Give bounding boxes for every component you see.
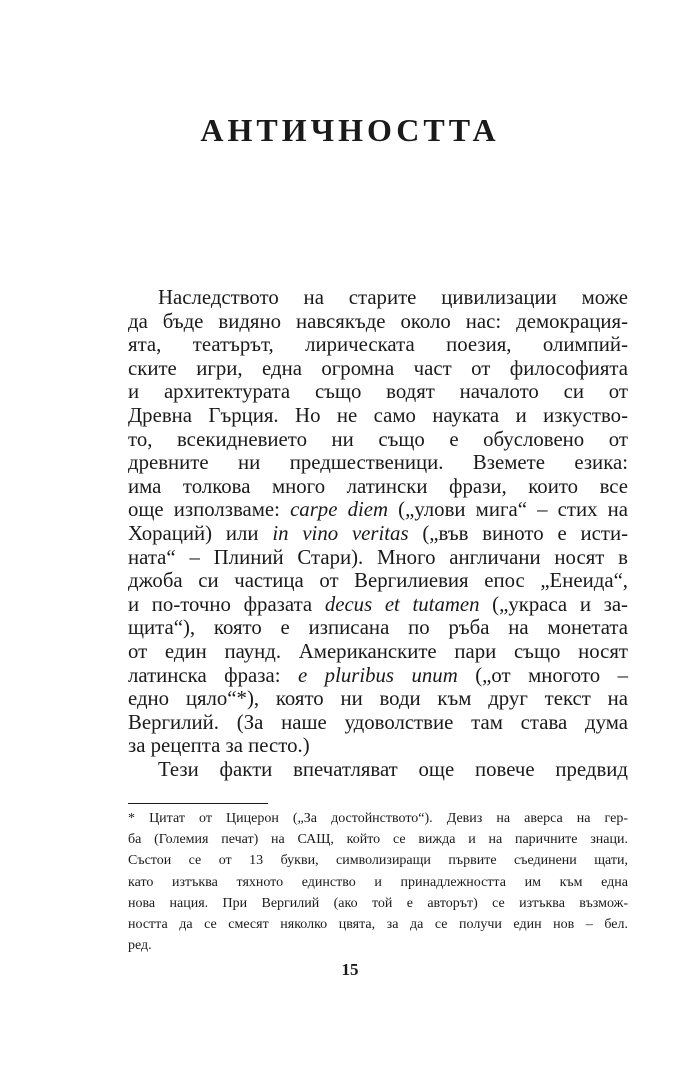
text-run: („във виното е исти-	[408, 521, 628, 545]
body-line: от един паунд. Американските пари също носят	[128, 639, 628, 663]
body-line: да бъде видяно навсякъде около нас: демокрация-	[128, 309, 628, 333]
latin-phrase: decus et tutamen	[324, 592, 480, 616]
body-line: Вергилий. (За наше удоволствие там става дума	[128, 710, 628, 734]
text-run: Хораций) или	[128, 521, 273, 545]
chapter-title: АНТИЧНОСТТА	[200, 112, 500, 148]
body-line	[128, 498, 628, 522]
latin-phrase: e pluribus unum	[297, 663, 458, 687]
body-line	[128, 593, 628, 617]
text-run: („от многото –	[457, 663, 628, 687]
footnote-line: ред.	[128, 938, 152, 954]
footnote-line: Състои се от 13 букви, символизиращи първите съединени щати,	[128, 853, 628, 869]
body-line: Тези факти впечатляват още повече предвид	[158, 757, 628, 781]
body-text	[128, 286, 628, 781]
latin-phrase: in vino veritas	[272, 521, 409, 545]
body-line: Наследството на старите цивилизации може	[158, 286, 628, 309]
body-line: едно цяло“*), която ни води към друг текст на	[128, 687, 628, 711]
body-line: ната“ – Плиний Стари). Много англичани носят в	[128, 545, 628, 569]
footnote-rule	[128, 803, 268, 804]
text-run: („улови мига“ – стих на	[388, 498, 629, 522]
text-run: („украса и за-	[479, 592, 628, 616]
footnote-line: нова нация. При Вергилий (ако той е авторът) се изтъква възмож-	[128, 895, 628, 911]
footnote-line: като изтъква тяхното единство и принадлежността им към една	[128, 874, 628, 890]
body-line: древните ни предшественици. Вземете езика:	[128, 451, 628, 475]
text-run: и по-точно фразата	[128, 592, 325, 616]
footnote	[128, 808, 628, 956]
body-line: ските игри, една огромна част от философията	[128, 356, 628, 380]
body-line: за рецепта за песто.)	[128, 734, 310, 758]
latin-phrase: carpe diem	[290, 498, 389, 522]
text-run: латинска фраза:	[128, 663, 298, 687]
footnote-line: ба (Големия печат) на САЩ, който се вижда и на паричните знаци.	[128, 832, 628, 848]
body-line: то, всекидневието ни също е обусловено от	[128, 427, 628, 451]
body-line: Древна Гърция. Но не само науката и изкуство-	[128, 403, 628, 427]
footnote-line: ността да се смесят няколко цвята, за да се получи един нов – бел.	[128, 917, 628, 933]
text-run: още използваме:	[128, 498, 291, 522]
body-line: джоба си частица от Вергилиевия епос „Енеида“,	[128, 569, 628, 593]
body-line: и архитектурата също водят началото си от	[128, 380, 628, 404]
body-line: има толкова много латински фрази, които все	[128, 474, 628, 498]
body-line	[128, 664, 628, 688]
page-number: 15	[341, 960, 359, 979]
body-line	[128, 522, 628, 546]
body-line: ята, театърът, лирическата поезия, олимпий-	[128, 333, 628, 357]
footnote-line: * Цитат от Цицерон („За достойнството“). Девиз на аверса на гер-	[128, 811, 628, 826]
body-line: щита“), която е изписана по ръба на монетата	[128, 616, 628, 640]
